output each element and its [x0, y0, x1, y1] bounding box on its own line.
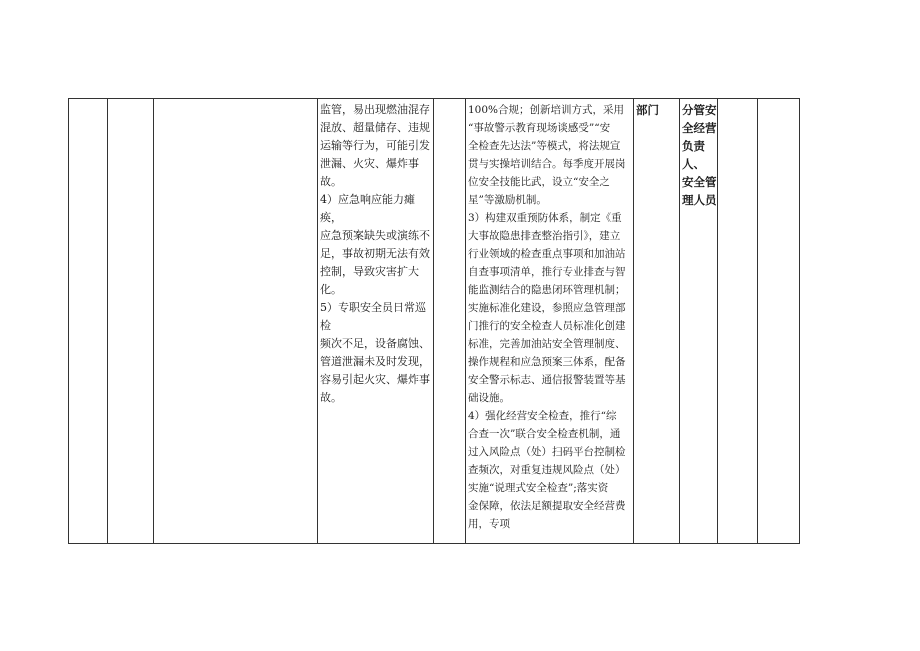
control-measures-cell: 100%合规；创新培训方式，采用 “事故警示教育现场谈感受”“安 全检查先达法”等模式，将法规宣 贯与实操培训结合。每季度开展岗 位安全技能比武，设立“安全之 星”等激励机制。 3）构建双重预防体系，制定《重 大事故隐患排查整治指引》，建立 行业领域的检查重点事项和加油站 自查事项清单，推行专业排查与智 能监测结合的隐患闭环管理机制； 实施标准化建设，参照应急管理部 门推行的安全检查人员标准化创建 标准，完善加油站安全管理制度、 操作规程和应急预案三体系，配备 安全警示标志、通信报警装置等基 础设施。 4）强化经营安全检查，推行“综 合查一次”联合安全检查机制，通 过入风险点（处）扫码平台控制检 查频次，对重复违规风险点（处） 实施“说理式安全检查”;落实资 金保障，依法足额提取安全经营费 用，专项: [468, 104, 626, 530]
column-divider: [757, 99, 758, 543]
responsible-person-cell: 分管安 全经营 负责人、 安全管 理人员: [682, 103, 717, 207]
data-table: [68, 98, 800, 544]
column-divider: [107, 99, 108, 543]
hazard-description-cell: 监管，易出现燃油混存 混放、超量储存、违规 运输等行为，可能引发 泄漏、火灾、爆炸事故。 4）应急响应能力瘫痪， 应急预案缺失或演练不 足，事故初期无法有效 控制，导致灾害扩大化。 5）专职安全员日常巡检 频次不足，设备腐蚀、 管道泄漏未及时发现， 容易引起火灾、爆炸事 故。: [320, 103, 430, 404]
department-cell: 部门: [636, 103, 659, 117]
column-divider: [153, 99, 154, 543]
